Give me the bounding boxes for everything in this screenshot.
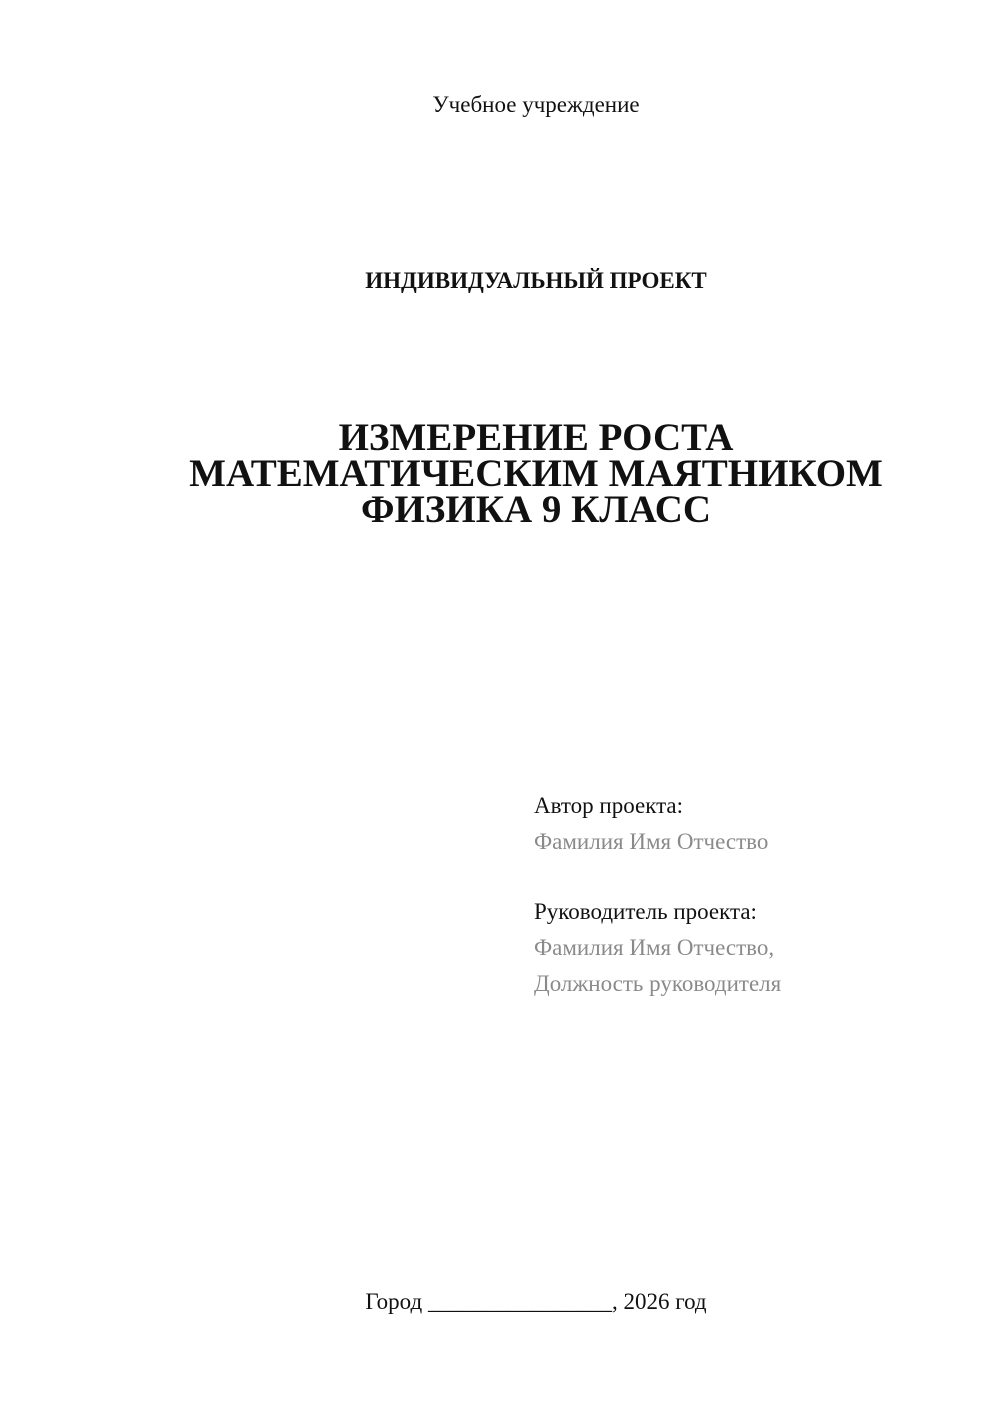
author-label: Автор проекта:	[534, 793, 683, 818]
supervisor-label: Руководитель проекта:	[534, 899, 757, 924]
project-title-line: МАТЕМАТИЧЕСКИМ МАЯТНИКОМ	[189, 452, 883, 495]
project-title	[0, 416, 1000, 531]
author-name: Фамилия Имя Отчество	[534, 829, 769, 854]
project-title-line: ИЗМЕРЕНИЕ РОСТА	[338, 416, 734, 459]
institution-name: Учебное учреждение	[432, 92, 640, 117]
supervisor-name: Фамилия Имя Отчество,	[534, 935, 775, 960]
author-block	[534, 788, 781, 1002]
project-type-heading: ИНДИВИДУАЛЬНЫЙ ПРОЕКТ	[365, 268, 707, 293]
supervisor-position: Должность руководителя	[534, 971, 782, 996]
city-year-line: Город ________________, 2026 год	[365, 1289, 707, 1314]
project-title-line: ФИЗИКА 9 КЛАСС	[360, 488, 712, 531]
